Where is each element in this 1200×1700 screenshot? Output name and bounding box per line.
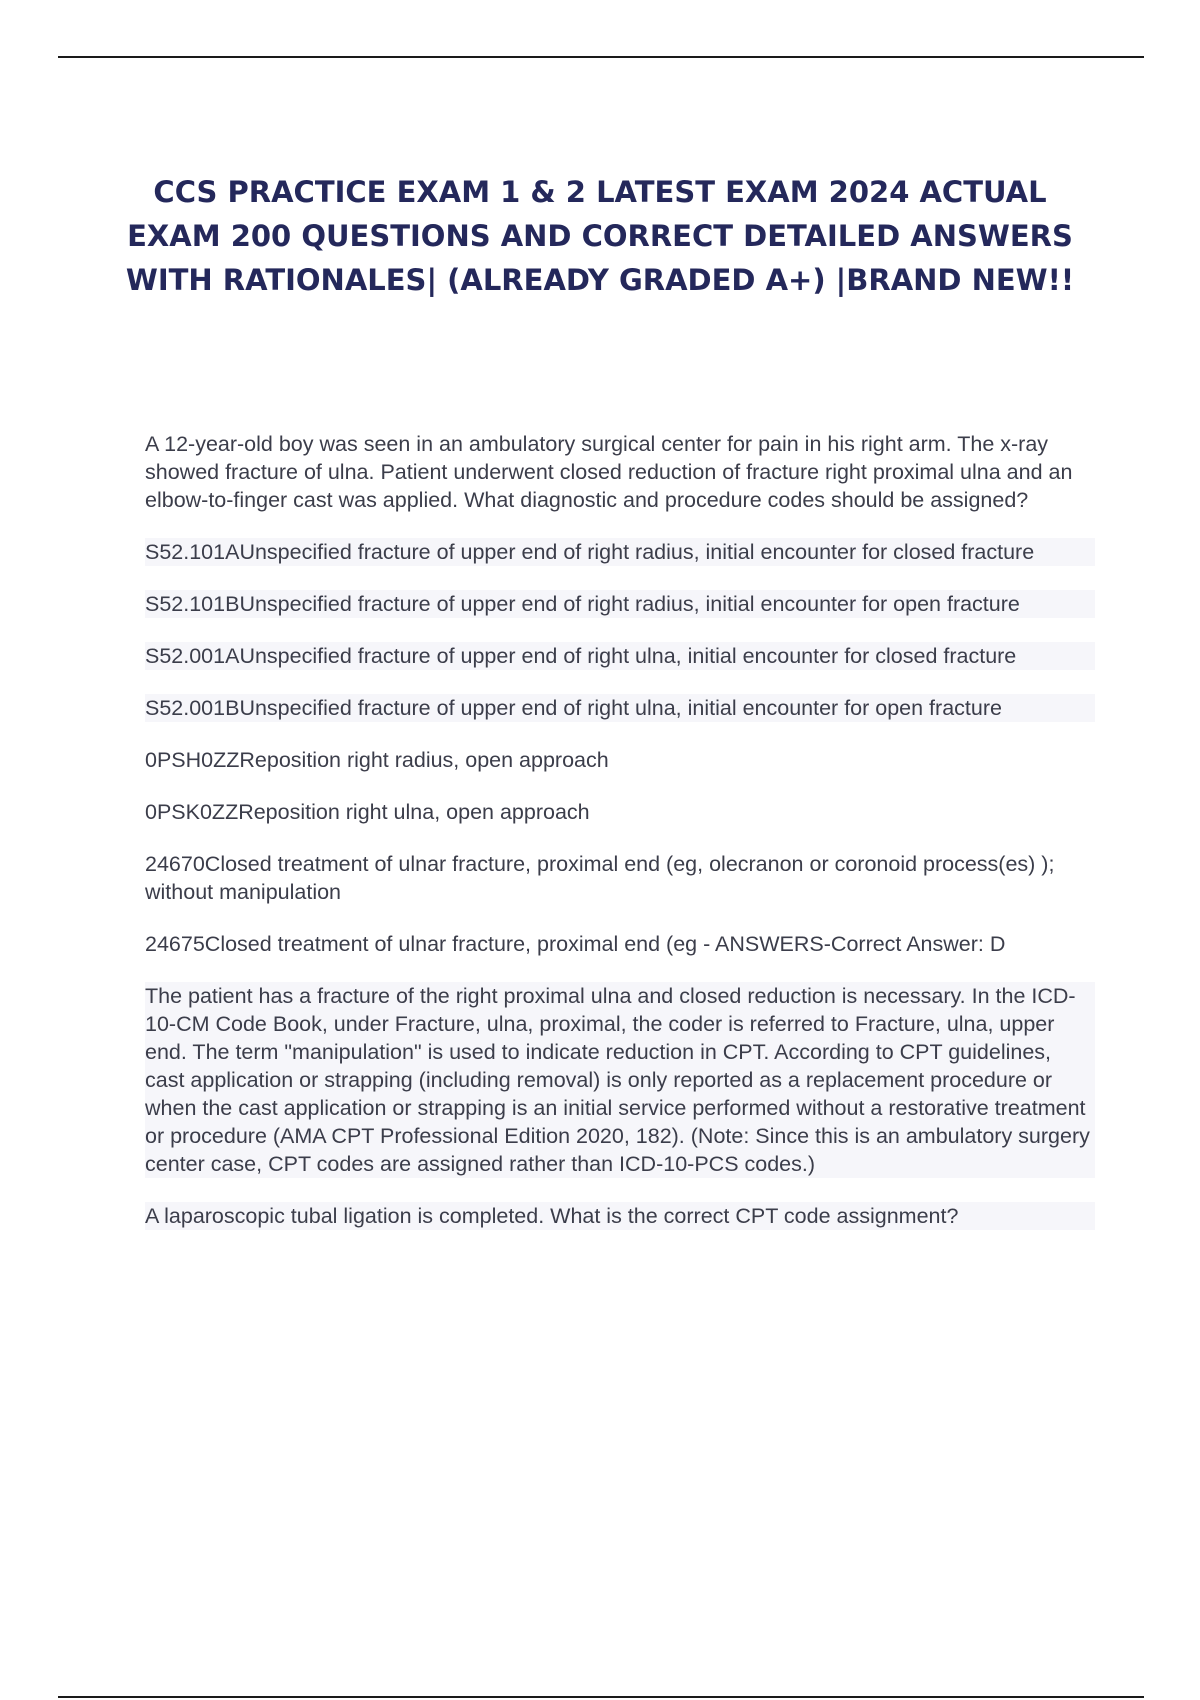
answer-option: 24670Closed treatment of ulnar fracture, proximal end (eg, olecranon or coronoid process(es) ); without manipulation bbox=[145, 852, 1055, 904]
question-paragraph: A 12-year-old boy was seen in an ambulatory surgical center for pain in his right arm. The x-ray showed fracture of ulna. Patient underwent closed reduction of fracture right proximal ulna and an elbow-to-finger cast was applied. What diagnostic and procedure codes should be assigned? bbox=[145, 432, 1073, 512]
top-divider bbox=[58, 56, 1144, 58]
answer-option: S52.001AUnspecified fracture of upper end of right ulna, initial encounter for closed fracture bbox=[145, 642, 1095, 670]
answer-option: S52.101BUnspecified fracture of upper end of right radius, initial encounter for open fracture bbox=[145, 590, 1095, 618]
answer-option: S52.101AUnspecified fracture of upper end of right radius, initial encounter for closed fracture bbox=[145, 538, 1095, 566]
bottom-divider bbox=[58, 1696, 1144, 1698]
answer-option: 24675Closed treatment of ulnar fracture, proximal end (eg - ANSWERS-Correct Answer: D bbox=[145, 932, 1006, 956]
answer-option: 0PSK0ZZReposition right ulna, open approach bbox=[145, 800, 590, 824]
document-body bbox=[145, 430, 1095, 1254]
answer-option: 0PSH0ZZReposition right radius, open approach bbox=[145, 748, 609, 772]
answer-option: S52.001BUnspecified fracture of upper end of right ulna, initial encounter for open fracture bbox=[145, 694, 1095, 722]
document-title: CCS PRACTICE EXAM 1 & 2 LATEST EXAM 2024 ACTUAL EXAM 200 QUESTIONS AND CORRECT DETAILED ANSWERS WITH RATIONALES| (ALREADY GRADED A+) |BRAND NEW!! bbox=[125, 175, 1075, 297]
rationale-paragraph: The patient has a fracture of the right proximal ulna and closed reduction is necessary. In the ICD-10-CM Code Book, under Fracture, ulna, proximal, the coder is referred to Fracture, ulna, upper end. The term "manipulation" is used to indicate reduction in CPT. According to CPT guidelines, cast application or strapping (including removal) is only reported as a replacement procedure or when the cast application or strapping is an initial service performed without a restorative treatment or procedure (AMA CPT Professional Edition 2020, 182). (Note: Since this is an ambulatory surgery center case, CPT codes are assigned rather than ICD-10-PCS codes.) bbox=[145, 982, 1095, 1178]
question-paragraph: A laparoscopic tubal ligation is completed. What is the correct CPT code assignment? bbox=[145, 1202, 1095, 1230]
